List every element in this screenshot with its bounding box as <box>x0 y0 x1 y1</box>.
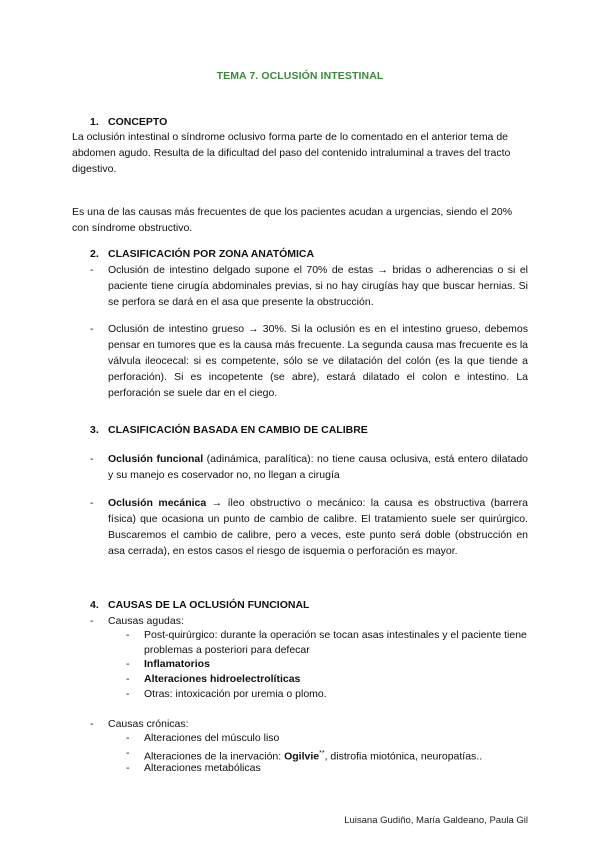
list-item <box>90 613 528 629</box>
dash-bullet: - <box>126 747 130 759</box>
sub-item-lead: Alteraciones de la inervación: <box>144 750 285 763</box>
sub-list-item <box>126 731 528 746</box>
dash-bullet: - <box>126 658 130 670</box>
sub-item-bold: Ogilvie <box>284 750 320 763</box>
sub-item-text: Alteraciones metabólicas <box>144 762 261 774</box>
sub-list-item <box>126 672 528 687</box>
concept-paragraph: La oclusión intestinal o síndrome oclusivo forma parte de lo comentado en el anterior tema de abdomen agudo. Resulta de la dificultad del paso del contenido intraluminal a traves del tracto digestivo. <box>72 131 511 175</box>
dash-bullet: - <box>126 629 130 641</box>
urgency-paragraph: Es una de las causas más frecuentes de que los pacientes acudan a urgencias, siendo el 20% con síndrome obstructivo. <box>72 206 513 234</box>
dash-bullet: - <box>90 497 94 509</box>
sub-item-text: Alteraciones del músculo liso <box>144 732 280 744</box>
sub-item-text <box>144 657 528 672</box>
dash-bullet: - <box>126 688 130 700</box>
sub-list-item <box>126 628 528 658</box>
list-item-text: Causas agudas: <box>108 615 184 627</box>
dash-bullet: - <box>90 453 94 465</box>
section-1-heading <box>90 116 167 128</box>
sub-item-text: Otras: intoxicación por uremia o plomo. <box>144 688 327 700</box>
dash-bullet: - <box>90 264 94 276</box>
list-item <box>90 495 528 559</box>
term-bold: Oclusión funcional <box>108 453 204 465</box>
list-item <box>90 321 528 401</box>
list-item <box>90 451 528 483</box>
authors-footer: Luisana Gudiño, María Galdeano, Paula Gil <box>344 815 528 826</box>
dash-bullet: - <box>126 732 130 744</box>
section-number: 3. <box>90 424 99 436</box>
list-item-text: Causas crónicas: <box>108 718 189 730</box>
section-4-heading <box>90 599 309 611</box>
dash-bullet: - <box>126 762 130 774</box>
sub-item-text <box>144 672 528 687</box>
term-description: (adinámica, paralítica): no tiene causa oclusiva, está entero dilatado y su manejo es coservador no, no llegan a cirugía <box>108 453 529 481</box>
sub-list-item <box>126 761 528 776</box>
term-bold: Oclusión mecánica <box>108 497 207 509</box>
section-title: CLASIFICACIÓN POR ZONA ANATÓMICA <box>108 248 315 260</box>
section-title: CLASIFICACIÓN BASADA EN CAMBIO DE CALIBRE <box>108 424 368 436</box>
list-item-text <box>108 451 528 483</box>
section-2-heading <box>90 248 314 260</box>
term-description: → íleo obstructivo o mecánico: la causa es obstructiva (barrera física) que ocasiona un punto de cambio de calibre. El tratamiento suele ser quirúrgico. Buscaremos el cambio de calibre, pero a veces, este punto será doble (obstrucción en asa cerrada), en estos casos el riesgo de isquemia o perforación es mayor. <box>108 497 528 557</box>
section-title: CAUSAS DE LA OCLUSIÓN FUNCIONAL <box>108 599 310 611</box>
document-title: TEMA 7. OCLUSIÓN INTESTINAL <box>216 70 384 82</box>
sub-list-item <box>126 687 528 702</box>
sub-list-item <box>126 657 528 672</box>
sub-item-text: Post-quirúrgico: durante la operación se tocan asas intestinales y el paciente tiene problemas a posteriori para defecar <box>144 629 527 656</box>
section-number: 4. <box>90 599 99 611</box>
dash-bullet: - <box>126 673 130 685</box>
list-item-text: Oclusión de intestino grueso → 30%. Si la oclusión es en el intestino grueso, debemos pensar en tumores que es la causa más frecuente. La segunda causa mas frecuente es la válvula ileocecal: si es competente, sólo se ve dilatación del colón (es la que tiende a perforación). Si es incopetente (se abre), estará dilatado el colon e intestino. La perforación se suele dar en el ciego. <box>108 323 528 399</box>
dash-bullet: - <box>90 615 94 627</box>
section-number: 1. <box>90 116 99 128</box>
list-item-text: Oclusión de intestino delgado supone el 70% de estas → bridas o adherencias o si el paciente tiene cirugía abdominales previas, si no hay cirugías hay que buscar hernias. Si se perfora se dará en el asa que presente la obstrucción. <box>108 264 528 308</box>
sub-item-bold: Alteraciones hidroelectrolíticas <box>144 673 301 685</box>
section-3-heading <box>90 424 368 436</box>
sub-item-bold: Inflamatorios <box>144 658 210 670</box>
list-item <box>90 716 528 732</box>
section-title: CONCEPTO <box>108 116 168 128</box>
sub-item-tail: , distrofia miotónica, neuropatías.. <box>324 750 483 763</box>
dash-bullet: - <box>90 323 94 335</box>
list-item <box>90 262 528 310</box>
footnote-marker: ** <box>319 750 325 757</box>
list-item-text <box>108 495 528 559</box>
section-number: 2. <box>90 248 99 260</box>
dash-bullet: - <box>90 718 94 730</box>
